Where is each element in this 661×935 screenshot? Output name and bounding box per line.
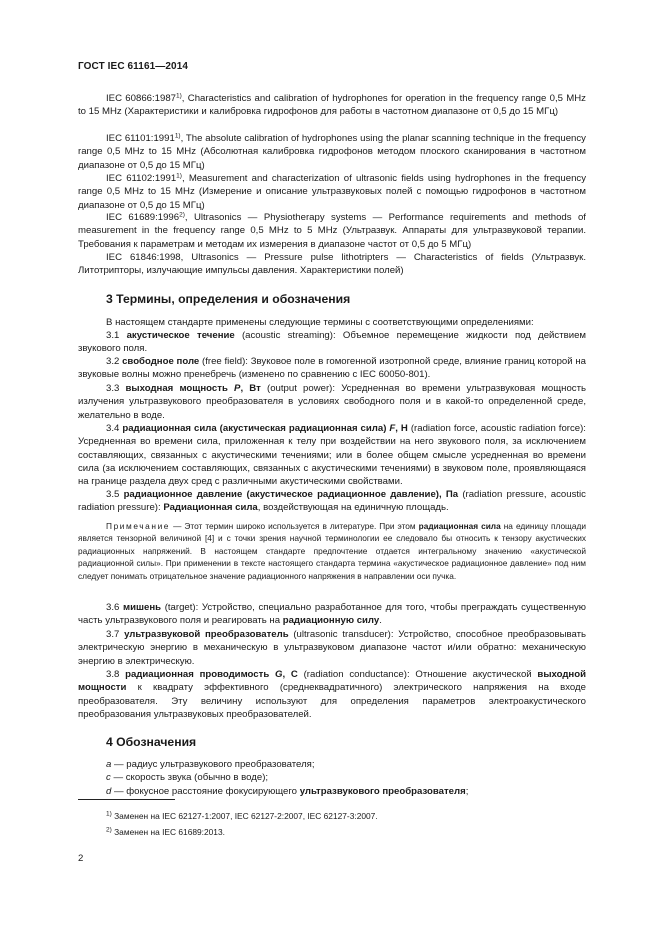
reference-iec-61102: IEC 61102:1991$^{1)}$, Measurement and characterization of ultrasonic fields using hydrophones in the frequency range 0,5 MHz to 15 MHz (Измерение и описание ультразвуковых полей с помощью гидрофонов в частотном диапазоне от 0,5 до 15 МГц) — [78, 172, 586, 211]
symbol-item: a — радиус ультразвукового преобразователя; — [106, 759, 315, 770]
reference-iec-61101: IEC 61101:1991$^{1)}$, The absolute calibration of hydrophones using the planar scanning technique in the frequency range 0,5 MHz to 15 MHz (Абсолютная калибровка гидрофонов методом плоского сканирования в частотном диапазоне от 0,5 до 15 МГц) — [78, 132, 586, 171]
page-number: 2 — [78, 853, 84, 864]
reference-iec-60866: IEC 60866:1987$^{1)}$, Characteristics and calibration of hydrophones for operation in the frequency range 0,5 MHz to 15 MHz (Характеристики и калибровка гидрофонов для работы в частотном диапазоне от 0,5 до 15 МГц) — [78, 92, 586, 118]
term-3-3: 3.3 выходная мощность P, Вт (output power): Усредненная во времени ультразвуковая мощность излучения ультразвукового преобразователя в условиях свободного поля и в какой-то определенной среде, желательно в воде. — [78, 383, 586, 421]
note-radiation-pressure: Примечание — Этот термин широко используется в литературе. При этом радиационная сила на единицу площади является тензорной величиной [4] и с точки зрения научной терминологии ее следовало бы относить к тензору акустических радиационных напряжений. В настоящем стандарте предпочтение отдается интегральному значению «акустической радиационной силы». При применении в тексте настоящего стандарта термина «акустическое радиационное давление» под ним следует понимать отрицательное значение радиационного напряжения в направлении оси пучка. — [78, 521, 586, 581]
reference-iec-61846: IEC 61846:1998, Ultrasonics — Pressure pulse lithotripters — Characteristics of fields (Ультразвук. Литотрипторы, излучающие импульсы давления. Характеристики полей) — [78, 252, 586, 277]
section-3-intro: В настоящем стандарте применены следующие термины с соответствующими определениями: — [106, 317, 534, 328]
term-3-6: 3.6 мишень (target): Устройство, специально разработанное для того, чтобы преграждать существенную часть ультразвукового поля и реагировать на радиационную силу. — [78, 602, 586, 627]
reference-iec-61689: IEC 61689:1996$^{2)}$, Ultrasonics — Physiotherapy systems — Performance requirements and methods of measurement in the frequency range 0,5 MHz to 5 MHz (Ультразвук. Аппараты для ультразвуковой терапии. Требования к параметрам и методам их измерения в диапазоне частот от 0,5 до 5 МГц) — [78, 211, 586, 250]
term-3-5: 3.5 радиационное давление (акустическое радиационное давление), Па (radiation pressure, acoustic radiation pressure): Радиационная сила, воздействующая на единичную площадь. — [78, 489, 586, 514]
term-3-7: 3.7 ультразвуковой преобразователь (ultrasonic transducer): Устройство, способное преобразовывать электрическую энергию в механическую в ультразвуковом диапазоне частот и/или обратно: механическую энергию в электрическую. — [78, 629, 586, 667]
note-label: Примечание — [106, 521, 171, 531]
running-header: ГОСТ IEC 61161—2014 — [78, 61, 189, 72]
term-3-4: 3.4 радиационная сила (акустическая радиационная сила) F, Н (radiation force, acoustic radiation force): Усредненная во времени сила, приложенная к телу при воздействии на него звукового поля, за исключением составляющих, связанных с акустическими течениями; или в более общем смысле усредненная во времени сила (за исключением составляющих, связанных с акустическими течениями) в звуковом поле, проявляющаяся на границе раздела двух сред с различными акустическими свойствами. — [78, 423, 586, 488]
section-4-heading: 4 Обозначения — [106, 735, 197, 749]
section-3-heading: 3 Термины, определения и обозначения — [106, 292, 351, 306]
symbol-item: c — скорость звука (обычно в воде); — [106, 772, 269, 784]
term-3-8: 3.8 радиационная проводимость G, С (radiation conductance): Отношение акустической выходной мощности к квадрату эффективного (среднеквадратичного) электрического напряжения на входе преобразователя. Эту величину используют для определения параметров электроакустического преобразования ультразвуковых преобразователей. — [78, 669, 586, 720]
footnote-2: $^{2)}$ Заменен на IEC 61689:2013. — [106, 826, 225, 837]
symbol-item: d — фокусное расстояние фокусирующего ультразвукового преобразователя; — [106, 785, 469, 797]
footnote-separator — [78, 799, 175, 800]
footnote-1: $^{1)}$ Заменен на IEC 62127-1:2007, IEC 62127-2:2007, IEC 62127-3:2007. — [106, 810, 378, 821]
symbol-list — [106, 758, 586, 798]
term-3-2: 3.2 свободное поле (free field): Звуковое поле в гомогенной изотропной среде, влияние границ которой на звуковые волны можно пренебречь (изменено по сравнению с IEC 60050-801). — [78, 356, 586, 381]
term-3-1: 3.1 акустическое течение (acoustic streaming): Объемное перемещение жидкости под действием звукового поля. — [78, 330, 586, 355]
